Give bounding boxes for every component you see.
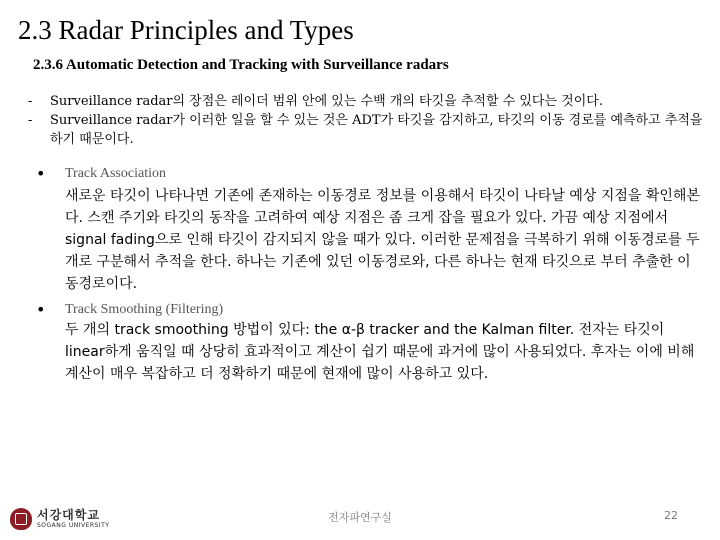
dash-list [28, 92, 712, 149]
section-heading: 2.3.6 Automatic Detection and Tracking with Surveillance radars [33, 57, 449, 73]
dash-list-item [28, 111, 712, 149]
bullet-heading: Track Association [65, 166, 166, 181]
dash-item-text: Surveillance radar의 장점은 레이더 범위 안에 있는 수백 개의 타깃을 추적할 수 있다는 것이다. [50, 94, 603, 109]
slide-title: 2.3 Radar Principles and Types [18, 15, 354, 45]
logo-english-text: SOGANG UNIVERSITY [37, 522, 110, 529]
bullet-body: 두 개의 track smoothing 방법이 있다: the α-β tracker and the Kalman filter. 전자는 타깃이 linear하게 움직일 때 상당히 효과적이고 계산이 쉽기 때문에 과거에 많이 사용되었다. 후자는 이에 비해 계산이 매우 복잡하고 더 정확하기 때문에 현재에 많이 사용하고 있다. [65, 322, 695, 382]
footer-lab-name: 전자파연구실 [328, 511, 392, 524]
dash-marker: - [28, 113, 33, 128]
dash-marker: - [28, 94, 33, 109]
bullet-heading: Track Smoothing (Filtering) [65, 302, 224, 317]
dash-item-text: Surveillance radar가 이러한 일을 할 수 있는 것은 ADT가 타깃을 감지하고, 타깃의 이동 경로를 예측하고 추적을 하기 때문이다. [50, 113, 703, 147]
bullet-dot: • [36, 164, 46, 183]
dash-list-item [28, 92, 712, 111]
page-number: 22 [664, 509, 678, 522]
logo-korean-text: 서강대학교 [37, 508, 100, 522]
bullet-body: 새로운 타깃이 나타나면 기존에 존재하는 이동경로 정보를 이용해서 타깃이 나타날 예상 지점을 확인해본다. 스캔 주기와 타깃의 동작을 고려하여 예상 지점은 좀 크게 잡을 필요가 있다. 가끔 예상 지점에서 signal fading으로 인해 타깃이 감지되지 않을 때가 있다. 이러한 문제점을 극복하기 위해 이동경로를 두 개로 구분해서 추적을 한다. 하나는 기존에 있던 이동경로와, 다른 하나는 현재 타깃으로 부터 추출한 이동경로이다. [65, 188, 700, 292]
bullet-dot: • [36, 300, 46, 319]
